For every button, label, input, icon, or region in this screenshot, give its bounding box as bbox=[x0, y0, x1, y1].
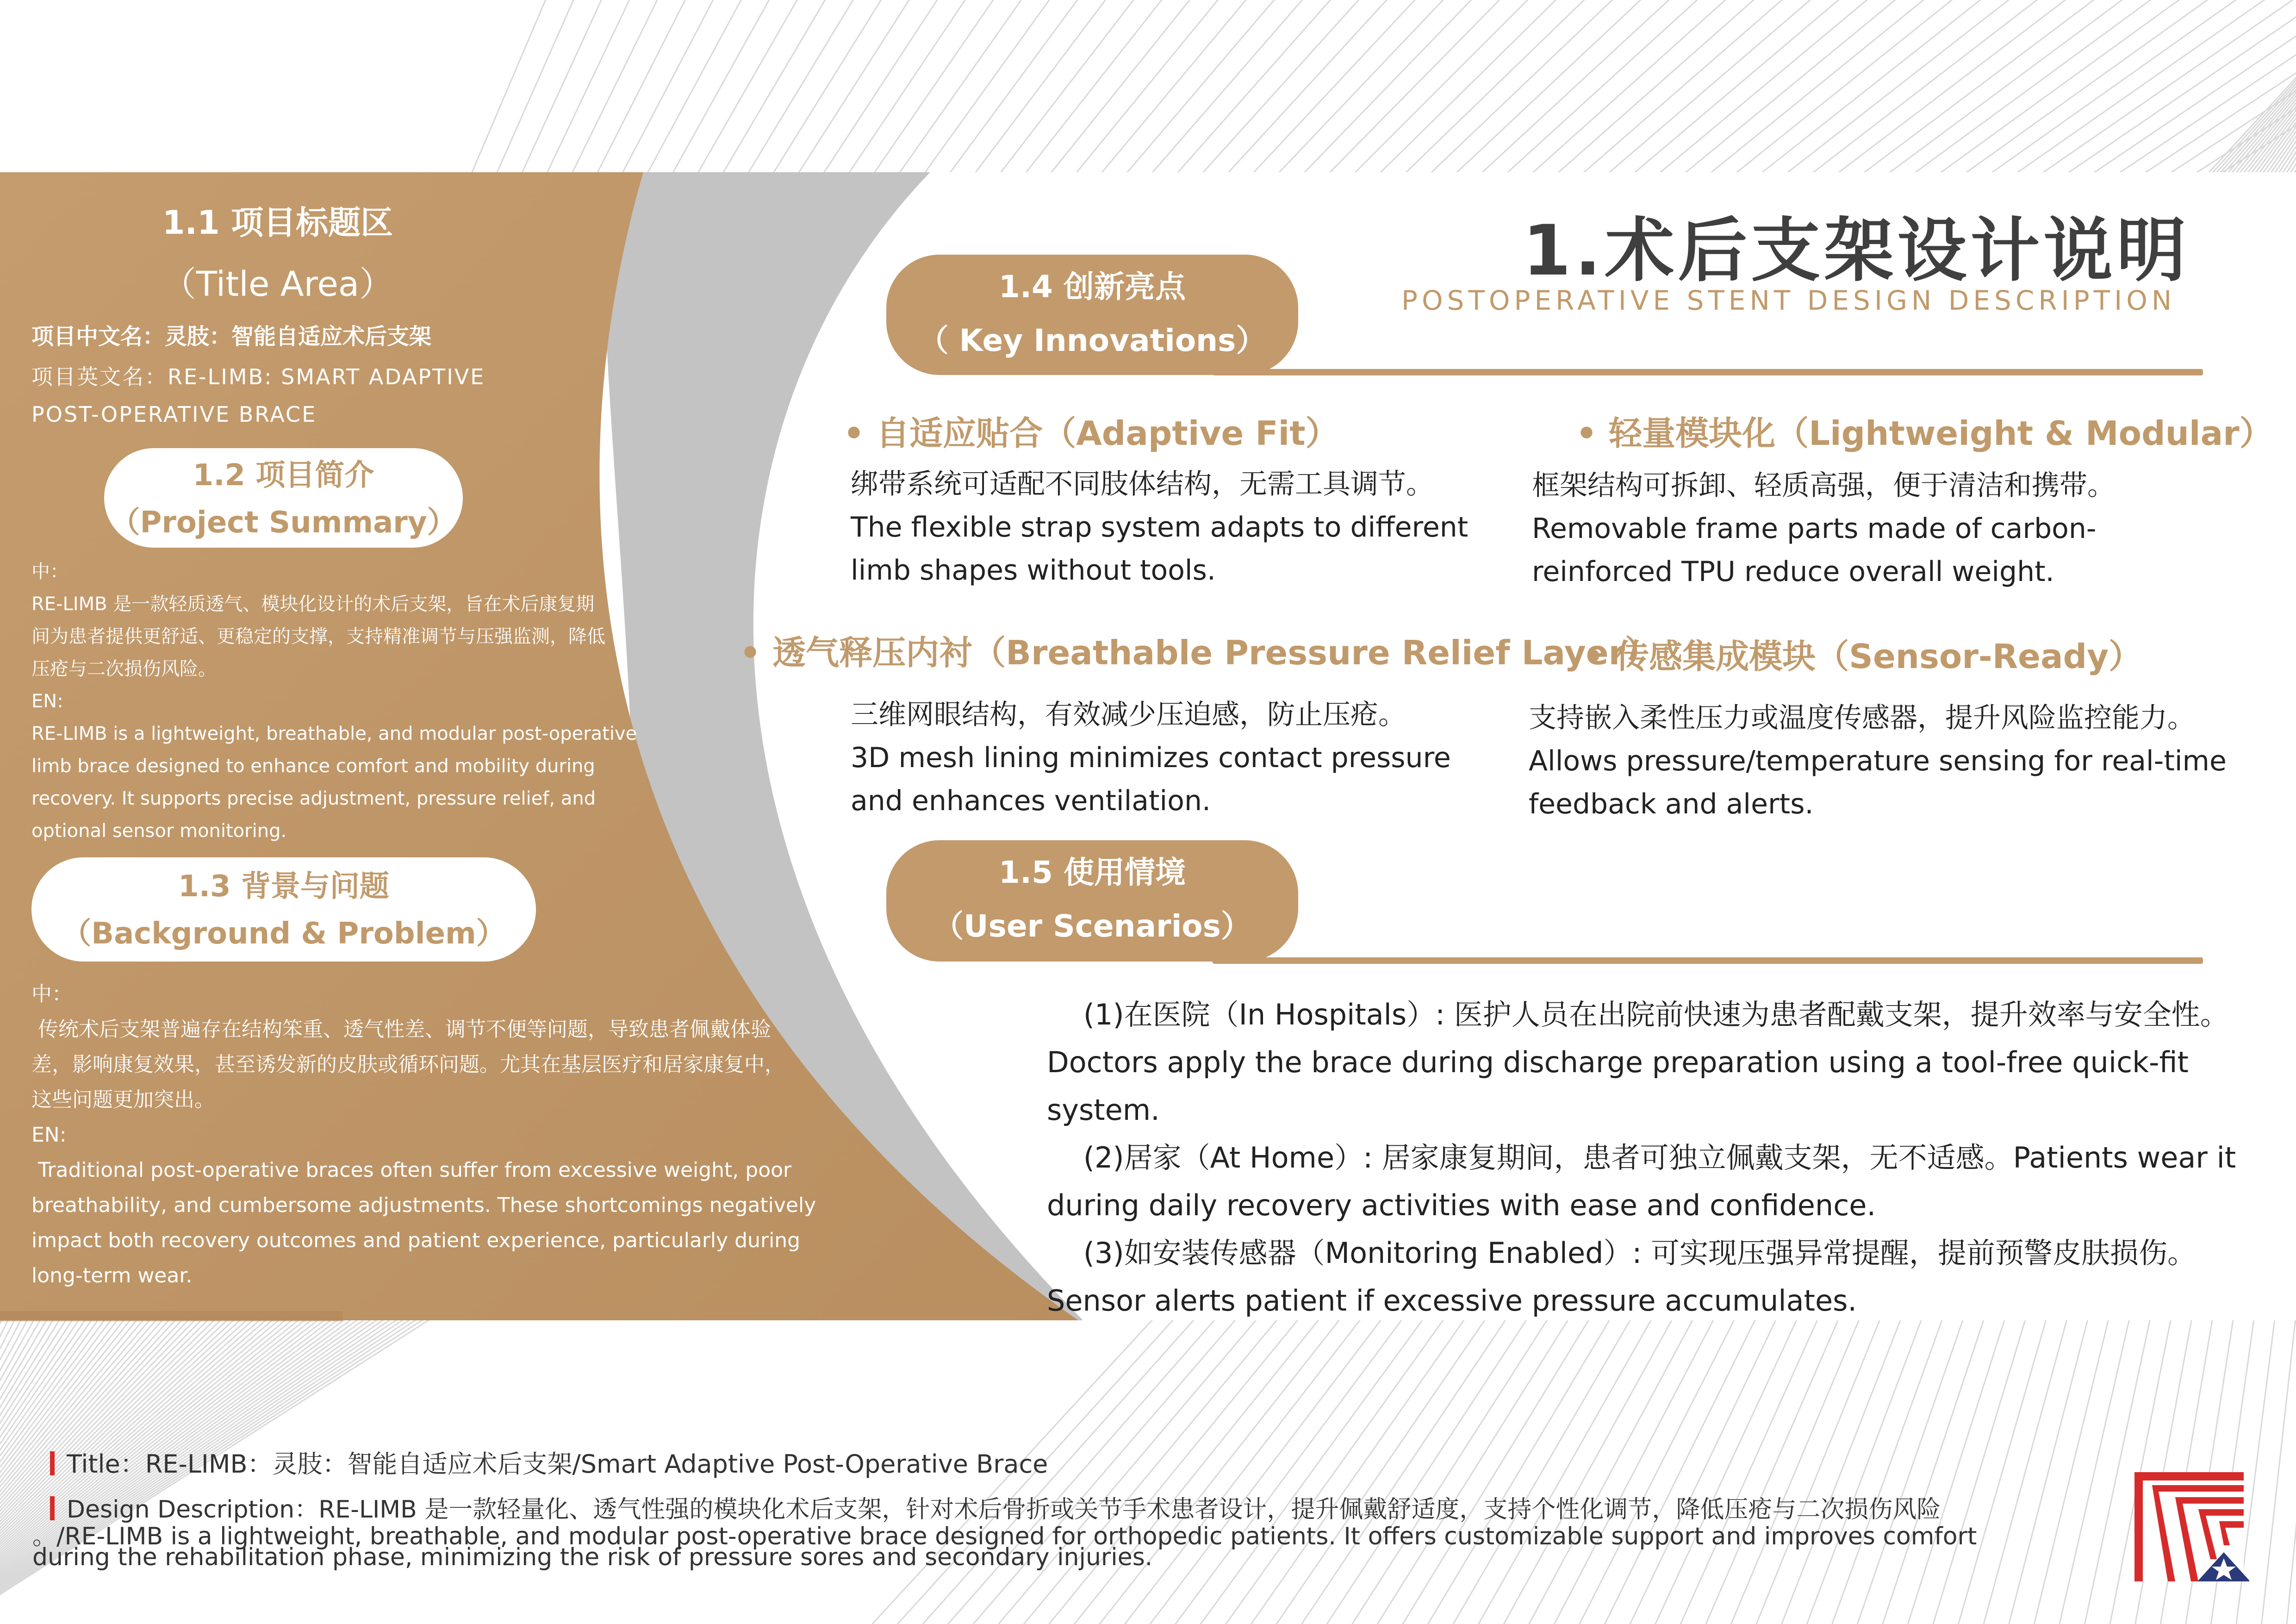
scenario-line: (2)居家（At Home）: 居家康复期间，患者可独立佩戴支架，无不适感。Patients wear it bbox=[1047, 1141, 2236, 1174]
project-en-name-line2: POST-OPERATIVE BRACE bbox=[31, 402, 317, 427]
background-line: 差，影响康复效果，甚至诱发新的皮肤或循环问题。尤其在基层医疗和居家康复中， bbox=[31, 1053, 785, 1076]
feature-adaptive-fit-title: • 自适应贴合（Adaptive Fit） bbox=[843, 414, 1339, 453]
logo bbox=[2129, 1467, 2249, 1587]
summary-heading: 1.2 项目简介 bbox=[193, 458, 374, 493]
feature-line: reinforced TPU reduce overall weight. bbox=[1532, 556, 2054, 588]
footer-description-line3: during the rehabilitation phase, minimizing the risk of pressure sores and secondary injuries. bbox=[32, 1543, 1153, 1571]
feature-line: and enhances ventilation. bbox=[851, 785, 1211, 817]
scenario-line: during daily recovery activities with ease and confidence. bbox=[1047, 1188, 1876, 1222]
background-line: 这些问题更加突出。 bbox=[31, 1088, 215, 1112]
project-en-name-line1: 项目英文名：RE-LIMB: SMART ADAPTIVE bbox=[31, 364, 485, 389]
feature-breathable-body bbox=[851, 693, 1499, 823]
innovations-heading-en: （ Key Innovations） bbox=[918, 322, 1267, 358]
footer-red-marker bbox=[50, 1451, 55, 1475]
footer-description-line2: 。/RE-LIMB is a lightweight, breathable, and modular post-operative brace designed for orthopedic patients. It offers customizable support and improves comfort bbox=[32, 1523, 1977, 1550]
background-heading: 1.3 背景与问题 bbox=[178, 869, 389, 904]
background-line: 传统术后支架普遍存在结构笨重、透气性差、调节不便等问题，导致患者佩戴体验 bbox=[31, 1018, 771, 1041]
background-text bbox=[31, 977, 865, 1293]
feature-line: 支持嵌入柔性压力或温度传感器，提升风险监控能力。 bbox=[1529, 702, 2195, 734]
feature-line: Removable frame parts made of carbon- bbox=[1532, 512, 2097, 545]
background-line: breathability, and cumbersome adjustments. These shortcomings negatively bbox=[31, 1193, 816, 1217]
feature-sensor-body bbox=[1529, 697, 2246, 826]
page-subtitle: POSTOPERATIVE STENT DESIGN DESCRIPTION bbox=[1401, 285, 2176, 316]
feature-sensor-title: • 传感集成模块（Sensor-Ready） bbox=[1583, 637, 2142, 676]
feature-lightweight-body bbox=[1532, 464, 2226, 593]
feature-line: 3D mesh lining minimizes contact pressure bbox=[851, 742, 1451, 774]
background-line: Traditional post-operative braces often suffer from excessive weight, poor bbox=[31, 1158, 792, 1182]
scenarios-heading-en: （User Scenarios） bbox=[933, 908, 1251, 944]
background-line: long-term wear. bbox=[31, 1264, 193, 1287]
brown-panel-bottom-shadow bbox=[0, 1311, 342, 1321]
feature-line: 框架结构可拆卸、轻质高强，便于清洁和携带。 bbox=[1532, 469, 2115, 502]
background-line: 中： bbox=[31, 982, 72, 1006]
feature-line: Allows pressure/temperature sensing for real-time bbox=[1529, 745, 2227, 777]
title-area-heading-en: （Title Area） bbox=[162, 264, 394, 304]
background-heading-pill bbox=[31, 857, 536, 962]
innovations-heading: 1.4 创新亮点 bbox=[999, 269, 1186, 305]
feature-breathable-title: • 透气释压内衬（Breathable Pressure Relief Layer） bbox=[740, 633, 1659, 672]
scenario-line: (3)如安装传感器（Monitoring Enabled）: 可实现压强异常提醒，提前预警皮肤损伤。 bbox=[1047, 1236, 2196, 1270]
summary-line: 间为患者提供更舒适、更稳定的支撑，支持精准调节与压强监测，降低 bbox=[31, 626, 605, 647]
scenarios-heading-pill bbox=[886, 840, 1298, 962]
summary-line: optional sensor monitoring. bbox=[31, 820, 287, 842]
footer-title-text: Title：RE-LIMB：灵肢：智能自适应术后支架/Smart Adaptive Post-Operative Brace bbox=[67, 1449, 1048, 1479]
scenario-line: Doctors apply the brace during discharge preparation using a tool-free quick-fit system. bbox=[1047, 1045, 2189, 1127]
summary-heading-pill bbox=[104, 448, 463, 548]
title-area-heading: 1.1 项目标题区 bbox=[162, 204, 393, 242]
footer-title bbox=[50, 1444, 1048, 1480]
feature-lightweight-title: • 轻量模块化（Lightweight & Modular） bbox=[1576, 414, 2273, 453]
scenario-line: Sensor alerts patient if excessive pressure accumulates. bbox=[1047, 1284, 1857, 1318]
summary-line: recovery. It supports precise adjustment, pressure relief, and bbox=[31, 788, 596, 809]
feature-line: limb shapes without tools. bbox=[851, 554, 1216, 587]
feature-line: The flexible strap system adapts to different bbox=[851, 511, 1468, 543]
divider-innovations bbox=[1213, 369, 2203, 375]
innovations-heading-pill bbox=[886, 255, 1298, 375]
scenario-line: (1)在医院（In Hospitals）: 医护人员在出院前快速为患者配戴支架，提升效率与安全性。 bbox=[1047, 998, 2229, 1031]
feature-line: feedback and alerts. bbox=[1529, 788, 1814, 820]
summary-line: 中： bbox=[31, 561, 68, 582]
background-line: impact both recovery outcomes and patient experience, particularly during bbox=[31, 1229, 801, 1252]
summary-line: RE-LIMB 是一款轻质透气、模块化设计的术后支架，旨在术后康复期 bbox=[31, 593, 595, 615]
feature-adaptive-fit-body bbox=[851, 463, 1499, 592]
summary-line: 压疮与二次损伤风险。 bbox=[31, 658, 217, 680]
summary-line: EN: bbox=[31, 691, 63, 712]
feature-line: 绑带系统可适配不同肢体结构，无需工具调节。 bbox=[851, 468, 1434, 500]
feature-line: 三维网眼结构，有效减少压迫感，防止压疮。 bbox=[851, 699, 1406, 731]
page-title: 1.术后支架设计说明 bbox=[1523, 211, 2190, 291]
summary-line: limb brace designed to enhance comfort and mobility during bbox=[31, 756, 595, 777]
scenarios-heading: 1.5 使用情境 bbox=[999, 855, 1186, 890]
summary-text bbox=[31, 556, 679, 847]
scenarios-text bbox=[1047, 991, 2250, 1324]
background-heading-en: （Background & Problem） bbox=[62, 917, 506, 951]
background-line: EN: bbox=[31, 1123, 67, 1147]
summary-heading-en: （Project Summary） bbox=[110, 506, 457, 540]
project-cn-name: 项目中文名：灵肢：智能自适应术后支架 bbox=[31, 324, 432, 350]
divider-scenarios bbox=[1213, 957, 2203, 964]
footer-desc-text: Design Description：RE-LIMB 是一款轻量化、透气性强的模块化术后支架，针对术后骨折或关节手术患者设计，提升佩戴舒适度，支持个性化调节，降低压疮与二次损伤风险 bbox=[67, 1496, 1941, 1524]
summary-line: RE-LIMB is a lightweight, breathable, and modular post-operative bbox=[31, 723, 637, 744]
